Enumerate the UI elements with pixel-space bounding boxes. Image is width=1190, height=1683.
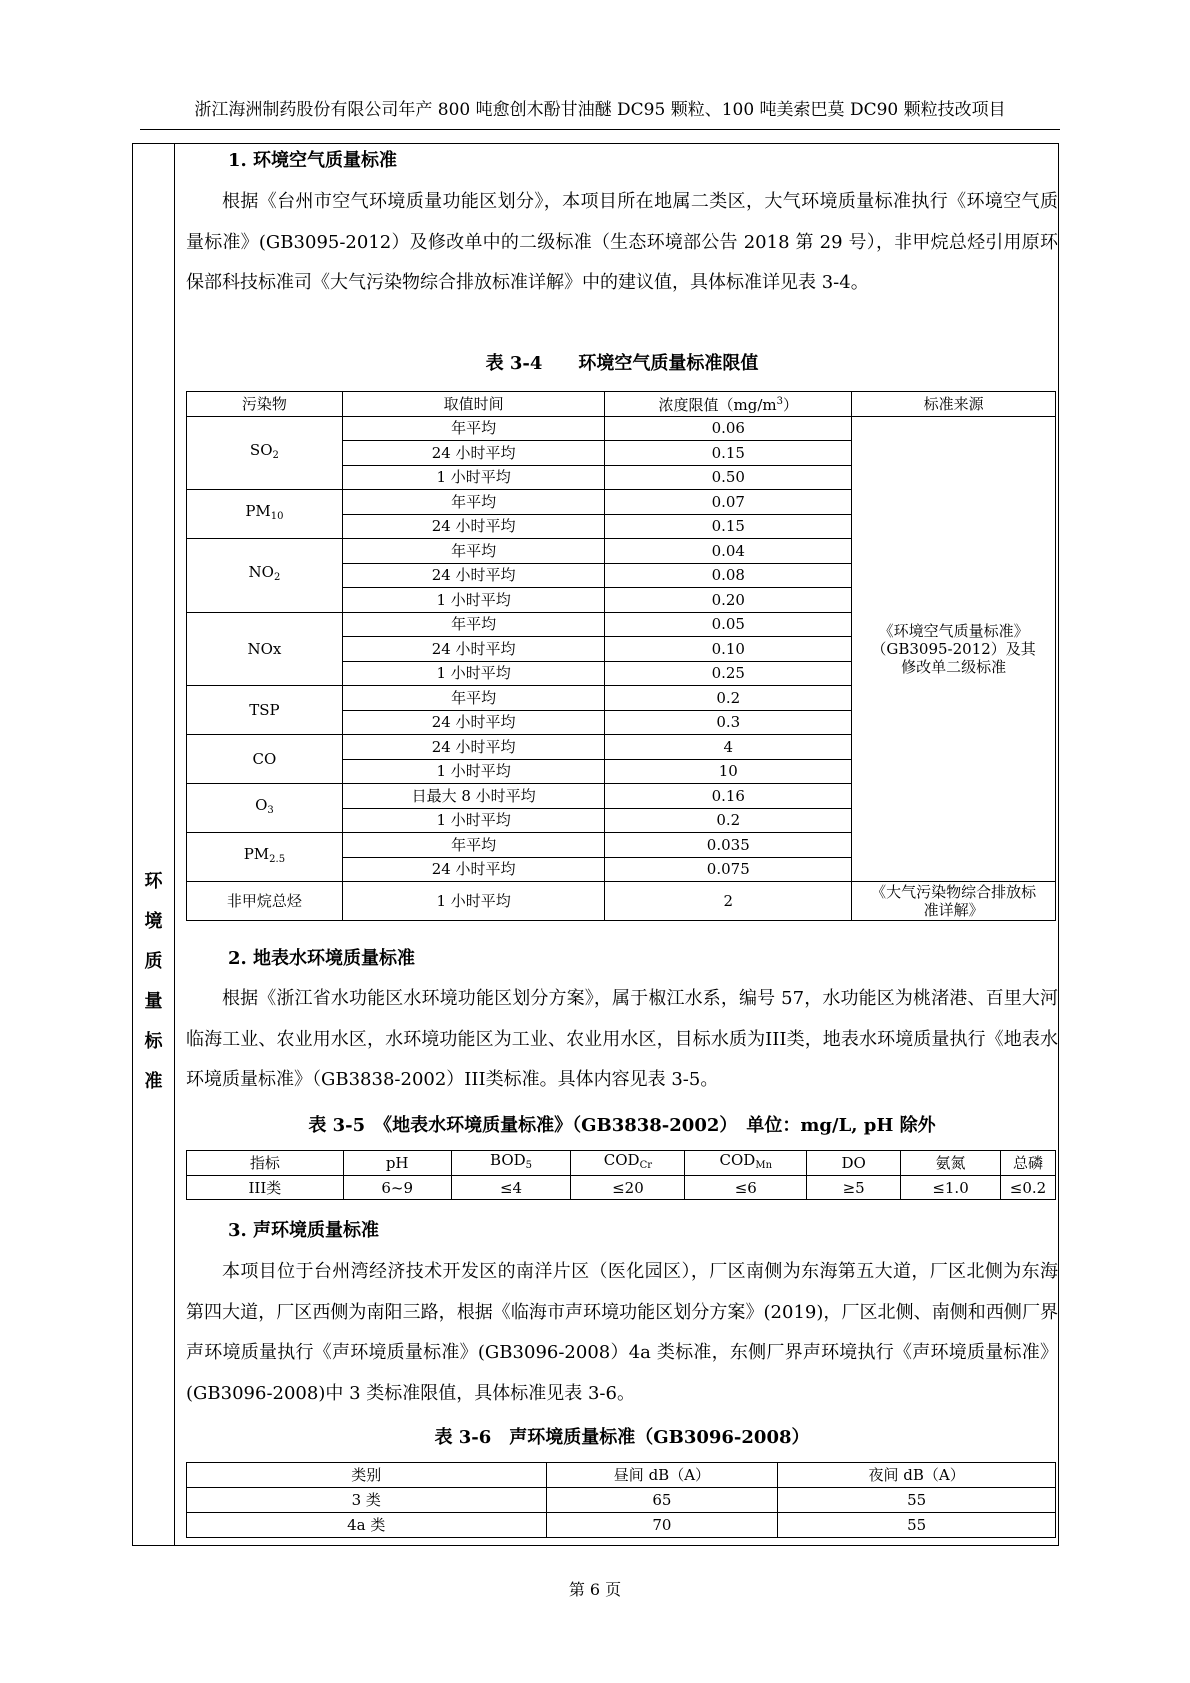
table-cell: 70 <box>546 1513 778 1538</box>
table-cell: ≤1.0 <box>901 1176 1001 1200</box>
table-row <box>187 416 1056 441</box>
col-header-text: DO <box>841 1154 866 1172</box>
pollutant-name: CO <box>252 750 277 768</box>
col-header <box>901 1151 1001 1176</box>
limit-value-cell: 0.035 <box>605 833 852 858</box>
averaging-time-cell: 1 小时平均 <box>342 588 605 613</box>
header-rule <box>140 129 1060 130</box>
side-label-char: 量 <box>144 991 163 1012</box>
col-header <box>451 1151 571 1176</box>
pollutant-cell <box>187 612 343 686</box>
table-row <box>187 1513 1056 1538</box>
averaging-time-cell: 1 小时平均 <box>342 465 605 490</box>
averaging-time-cell: 1 小时平均 <box>342 759 605 784</box>
col-header-time: 取值时间 <box>342 392 605 417</box>
standard-source-cell: 《大气污染物综合排放标准详解》 <box>852 882 1056 921</box>
averaging-time-cell: 24 小时平均 <box>342 710 605 735</box>
col-header-subscript: Mn <box>755 1160 773 1171</box>
section-2-paragraph: 根据《浙江省水功能区水环境功能区划分方案》，属于椒江水系，编号 57，水功能区为桃渚港、百里大河临海工业、农业用水区，水环境功能区为工业、农业用水区，目标水质为III类，地表水环境质量执行《地表水环境质量标准》（GB3838-2002）III类标准。具体内容见表 3-5。 <box>186 988 1058 1090</box>
col-header-text: 指标 <box>249 1154 280 1172</box>
col-header: 昼间 dB（A） <box>546 1463 778 1488</box>
averaging-time-cell: 年平均 <box>342 833 605 858</box>
col-header-pollutant: 污染物 <box>187 392 343 417</box>
pollutant-subscript: 3 <box>267 805 274 816</box>
page-number: 第 6 页 <box>568 1580 622 1599</box>
table-3-4 <box>186 391 1056 921</box>
table-cell: 4a 类 <box>187 1513 547 1538</box>
table-cell: ≤20 <box>571 1176 685 1200</box>
pollutant-subscript: 2 <box>272 449 279 461</box>
averaging-time-cell: 日最大 8 小时平均 <box>342 784 605 809</box>
side-label-char: 质 <box>144 951 163 972</box>
limit-value-cell: 0.08 <box>605 563 852 588</box>
averaging-time-cell: 年平均 <box>342 416 605 441</box>
col-header: 夜间 dB（A） <box>778 1463 1056 1488</box>
table-3-6-body <box>187 1463 1056 1538</box>
table-cell: ≤4 <box>451 1176 571 1200</box>
table-row <box>187 882 1056 921</box>
pollutant-name: PM <box>243 845 270 863</box>
col-header <box>685 1151 807 1176</box>
table-header-row <box>187 1151 1056 1176</box>
pollutant-name: SO <box>249 440 273 459</box>
table-cell: III类 <box>187 1176 344 1200</box>
averaging-time-cell: 1 小时平均 <box>342 882 605 921</box>
limit-value-cell: 0.2 <box>605 686 852 711</box>
section-1-paragraph: 根据《台州市空气环境质量功能区划分》，本项目所在地属二类区，大气环境质量标准执行《环境空气质量标准》(GB3095-2012）及修改单中的二级标准（生态环境部公告 2018 第 29 号），非甲烷总烃引用原环保部科技标准司《大气污染物综合排放标准详解》中的建议值，具体标准详见表 3-4。 <box>186 191 1058 293</box>
col-header-subscript: Cr <box>639 1160 653 1171</box>
table-3-4-caption: 表 3-4 环境空气质量标准限值 <box>485 353 759 374</box>
averaging-time-cell: 年平均 <box>342 539 605 564</box>
limit-value-cell: 0.20 <box>605 588 852 613</box>
col-header: 类别 <box>187 1463 547 1488</box>
table-row <box>187 1488 1056 1513</box>
table-cell: 6~9 <box>343 1176 451 1200</box>
limit-value-cell: 2 <box>605 882 852 921</box>
pollutant-cell <box>187 490 343 539</box>
table-3-5 <box>186 1150 1056 1200</box>
averaging-time-cell: 24 小时平均 <box>342 637 605 662</box>
table-3-5-body <box>187 1151 1056 1200</box>
page-header: 浙江海洲制药股份有限公司年产 800 吨愈创木酚甘油醚 DC95 颗粒、100 吨美索巴莫 DC90 颗粒技改项目 <box>194 100 1006 120</box>
pollutant-name: PM <box>245 502 271 520</box>
pollutant-name: NO <box>248 563 274 582</box>
col-header-text: COD <box>603 1151 640 1169</box>
averaging-time-cell: 24 小时平均 <box>342 857 605 882</box>
limit-value-cell: 10 <box>605 759 852 784</box>
limit-value-cell: 0.16 <box>605 784 852 809</box>
table-3-4-body <box>187 416 1056 921</box>
table-cell: ≥5 <box>807 1176 901 1200</box>
limit-value-cell: 0.25 <box>605 661 852 686</box>
pollutant-subscript: 2.5 <box>269 854 286 865</box>
col-header-text: 氨氮 <box>935 1154 966 1172</box>
limit-value-cell: 0.50 <box>605 465 852 490</box>
section-3-paragraph: 本项目位于台州湾经济技术开发区的南洋片区（医化园区），厂区南侧为东海第五大道，厂区北侧为东海第四大道，厂区西侧为南阳三路，根据《临海市声环境功能区划分方案》(2019)，厂区北侧、南侧和西侧厂界声环境质量执行《声环境质量标准》(GB3096-2008）4a 类标准，东侧厂界声环境执行《声环境质量标准》(GB3096-2008)中 3 类标准限值，具体标准见表 3-6。 <box>186 1261 1058 1404</box>
standard-source-cell: 《环境空气质量标准》（GB3095-2012）及其修改单二级标准 <box>852 416 1056 882</box>
col-header-subscript: 5 <box>525 1160 533 1171</box>
table-row <box>187 1176 1056 1200</box>
col-header <box>807 1151 901 1176</box>
limit-value-cell: 0.075 <box>605 857 852 882</box>
averaging-time-cell: 1 小时平均 <box>342 808 605 833</box>
col-header-text: COD <box>719 1151 756 1169</box>
table-3-6-caption: 表 3-6 声环境质量标准（GB3096-2008） <box>434 1427 810 1448</box>
table-header-row <box>187 392 1056 417</box>
averaging-time-cell: 1 小时平均 <box>342 661 605 686</box>
table-cell: ≤0.2 <box>1000 1176 1055 1200</box>
averaging-time-cell: 年平均 <box>342 612 605 637</box>
table-cell: 55 <box>778 1488 1056 1513</box>
pollutant-cell <box>187 416 343 490</box>
limit-value-cell: 0.06 <box>605 416 852 441</box>
section-1-title: 1. 环境空气质量标准 <box>228 150 398 171</box>
table-cell: 65 <box>546 1488 778 1513</box>
limit-header-close: ） <box>783 396 799 415</box>
pollutant-cell <box>187 539 343 613</box>
table-header-row <box>187 1463 1056 1488</box>
limit-value-cell: 0.15 <box>605 514 852 539</box>
section-3-title: 3. 声环境质量标准 <box>228 1220 380 1241</box>
limit-value-cell: 0.10 <box>605 637 852 662</box>
limit-value-cell: 4 <box>605 735 852 760</box>
limit-value-cell: 0.04 <box>605 539 852 564</box>
table-cell: ≤6 <box>685 1176 807 1200</box>
averaging-time-cell: 24 小时平均 <box>342 441 605 466</box>
col-header <box>1000 1151 1055 1176</box>
averaging-time-cell: 年平均 <box>342 490 605 515</box>
averaging-time-cell: 24 小时平均 <box>342 735 605 760</box>
col-header-text: BOD <box>490 1151 526 1169</box>
table-cell: 3 类 <box>187 1488 547 1513</box>
limit-value-cell: 0.15 <box>605 441 852 466</box>
pollutant-cell: 非甲烷总烃 <box>187 882 343 921</box>
pollutant-name: NOx <box>247 639 282 658</box>
limit-header-sup: 3 <box>776 396 784 408</box>
limit-header-text: 浓度限值（mg/m <box>658 396 777 415</box>
averaging-time-cell: 24 小时平均 <box>342 514 605 539</box>
table-3-6 <box>186 1462 1056 1538</box>
limit-value-cell: 0.05 <box>605 612 852 637</box>
side-label-char: 准 <box>144 1071 163 1092</box>
side-label <box>133 862 174 1102</box>
limit-value-cell: 0.3 <box>605 710 852 735</box>
side-label-char: 境 <box>144 911 163 932</box>
limit-value-cell: 0.2 <box>605 808 852 833</box>
averaging-time-cell: 24 小时平均 <box>342 563 605 588</box>
section-2-title: 2. 地表水环境质量标准 <box>228 948 416 969</box>
pollutant-cell <box>187 833 343 882</box>
pollutant-name: TSP <box>249 701 280 719</box>
col-header <box>187 1151 344 1176</box>
side-column <box>133 144 175 1545</box>
pollutant-subscript: 10 <box>270 511 284 522</box>
col-header-text: 总磷 <box>1012 1154 1043 1172</box>
col-header-source: 标准来源 <box>852 392 1056 417</box>
limit-value-cell: 0.07 <box>605 490 852 515</box>
side-label-char: 标 <box>144 1031 163 1052</box>
table-3-5-caption: 表 3-5 《地表水环境质量标准》（GB3838-2002） 单位：mg/L, pH 除外 <box>308 1115 936 1136</box>
pollutant-subscript: 2 <box>273 572 281 584</box>
pollutant-cell <box>187 735 343 784</box>
table-cell: 55 <box>778 1513 1056 1538</box>
pollutant-cell <box>187 686 343 735</box>
col-header-limit <box>605 392 852 417</box>
pollutant-name: O <box>255 796 268 814</box>
side-label-char: 环 <box>144 871 163 892</box>
col-header <box>571 1151 685 1176</box>
pollutant-cell <box>187 784 343 833</box>
averaging-time-cell: 年平均 <box>342 686 605 711</box>
col-header <box>343 1151 451 1176</box>
col-header-text: pH <box>385 1154 409 1172</box>
